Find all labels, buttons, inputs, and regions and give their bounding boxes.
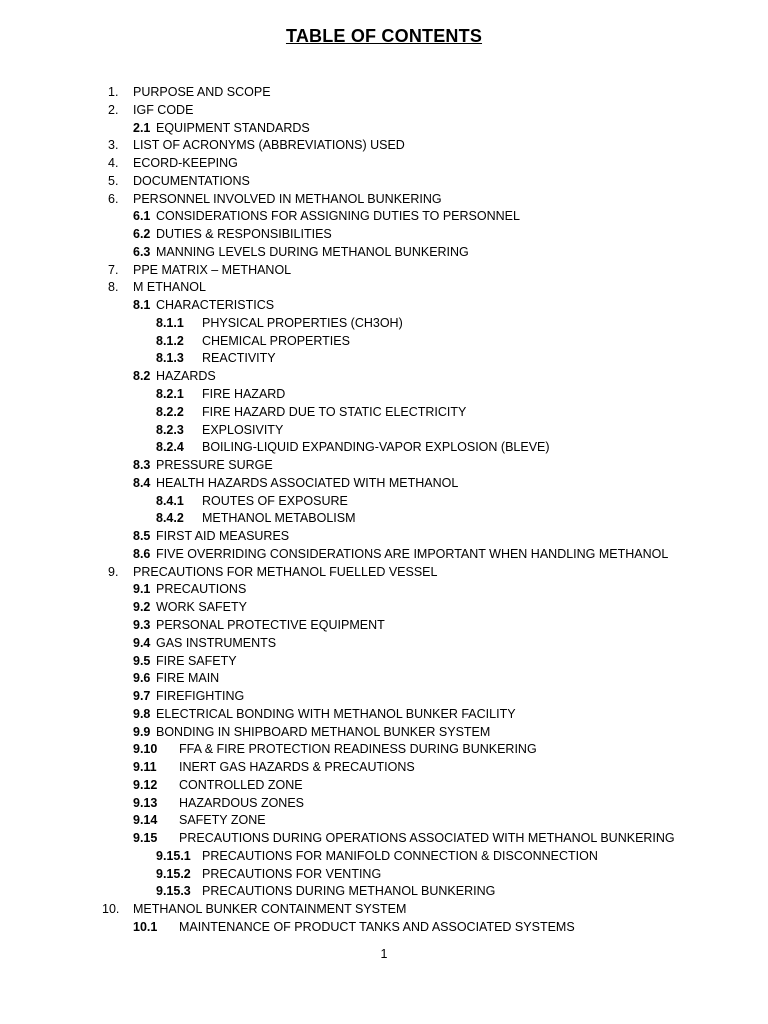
toc-entry[interactable] bbox=[0, 724, 768, 742]
toc-entry[interactable] bbox=[0, 777, 768, 795]
toc-entry[interactable] bbox=[0, 546, 768, 564]
toc-entry[interactable] bbox=[0, 244, 768, 262]
toc-entry-title: BOILING-LIQUID EXPANDING-VAPOR EXPLOSION (BLEVE) bbox=[202, 440, 550, 455]
toc-entry-title: PPE MATRIX – METHANOL bbox=[133, 262, 292, 277]
toc-entry-title: PHYSICAL PROPERTIES (CH3OH) bbox=[202, 315, 403, 330]
toc-entry[interactable] bbox=[0, 333, 768, 351]
toc-entry[interactable] bbox=[0, 439, 768, 457]
toc-entry[interactable] bbox=[0, 155, 768, 173]
toc-entry[interactable] bbox=[0, 191, 768, 209]
toc-entry[interactable] bbox=[0, 759, 768, 777]
toc-entry[interactable] bbox=[0, 404, 768, 422]
toc-entry-number: 9.7 bbox=[133, 689, 151, 704]
toc-entry[interactable] bbox=[0, 493, 768, 511]
toc-entry-number: 9.6 bbox=[133, 671, 151, 686]
toc-entry[interactable] bbox=[0, 866, 768, 884]
toc-entry-number: 8.2.2 bbox=[156, 404, 184, 419]
toc-entry-number: 8.4.2 bbox=[156, 511, 184, 526]
toc-entry-title: INERT GAS HAZARDS & PRECAUTIONS bbox=[179, 760, 415, 775]
toc-entry-title: PRECAUTIONS FOR METHANOL FUELLED VESSEL bbox=[133, 564, 438, 579]
toc-entry-number: 9.11 bbox=[133, 760, 157, 775]
toc-entry[interactable] bbox=[0, 510, 768, 528]
toc-entry[interactable] bbox=[0, 599, 768, 617]
toc-entry-title: BONDING IN SHIPBOARD METHANOL BUNKER SYSTEM bbox=[156, 724, 491, 739]
toc-entry-title: ECORD-KEEPING bbox=[133, 156, 238, 171]
toc-entry-title: DUTIES & RESPONSIBILITIES bbox=[156, 227, 332, 242]
toc-entry-title: PRECAUTIONS FOR VENTING bbox=[202, 866, 382, 881]
toc-entry-number: 9.5 bbox=[133, 653, 151, 668]
page-title: TABLE OF CONTENTS bbox=[285, 26, 483, 46]
toc-entry-title: PURPOSE AND SCOPE bbox=[133, 85, 271, 99]
toc-entry-number: 9.13 bbox=[133, 795, 158, 810]
toc-entry-title: FIRE HAZARD bbox=[202, 387, 286, 402]
toc-entry[interactable] bbox=[0, 315, 768, 333]
toc-entry[interactable] bbox=[0, 297, 768, 315]
toc-entry[interactable] bbox=[0, 102, 768, 120]
toc-entry-title: WORK SAFETY bbox=[156, 600, 247, 615]
toc-entry[interactable] bbox=[0, 830, 768, 848]
toc-entry-title: ROUTES OF EXPOSURE bbox=[202, 493, 348, 508]
toc-entry[interactable] bbox=[0, 262, 768, 280]
toc-entry-number: 9.9 bbox=[133, 724, 151, 739]
toc-entry-number: 6.1 bbox=[133, 209, 151, 224]
toc-entry-number: 4. bbox=[108, 156, 119, 171]
toc-entry-number: 8.2.3 bbox=[156, 422, 184, 437]
page-number: 1 bbox=[380, 947, 388, 961]
toc-entry[interactable] bbox=[0, 795, 768, 813]
toc-entry-number: 9.14 bbox=[133, 813, 158, 828]
toc-entry-number: 8.1.3 bbox=[156, 351, 184, 366]
toc-entry-title: GAS INSTRUMENTS bbox=[156, 635, 277, 650]
toc-entry-number: 8.1.1 bbox=[156, 315, 184, 330]
toc-entry-number: 8.2.1 bbox=[156, 387, 184, 402]
toc-entry[interactable] bbox=[0, 901, 768, 919]
table-of-contents bbox=[0, 84, 768, 937]
toc-entry-title: FIRE HAZARD DUE TO STATIC ELECTRICITY bbox=[202, 404, 467, 419]
toc-entry[interactable] bbox=[0, 564, 768, 582]
toc-entry-title: MANNING LEVELS DURING METHANOL BUNKERING bbox=[156, 244, 469, 259]
toc-entry[interactable] bbox=[0, 688, 768, 706]
toc-entry-title: LIST OF ACRONYMS (ABBREVIATIONS) USED bbox=[133, 138, 405, 153]
toc-entry-title: METHANOL METABOLISM bbox=[202, 511, 356, 526]
toc-entry[interactable] bbox=[0, 457, 768, 475]
toc-entry-title: METHANOL BUNKER CONTAINMENT SYSTEM bbox=[133, 902, 407, 917]
toc-entry-title: SAFETY ZONE bbox=[179, 813, 266, 828]
toc-entry-number: 6.3 bbox=[133, 244, 151, 259]
toc-entry-title: EXPLOSIVITY bbox=[202, 422, 284, 437]
toc-entry-number: 6.2 bbox=[133, 227, 151, 242]
toc-entry-number: 9.8 bbox=[133, 706, 151, 721]
toc-entry-title: DOCUMENTATIONS bbox=[133, 173, 250, 188]
toc-entry-number: 8.5 bbox=[133, 529, 151, 544]
toc-entry-number: 9.4 bbox=[133, 635, 151, 650]
toc-entry-number: 8.4 bbox=[133, 475, 151, 490]
toc-entry-number: 8.2 bbox=[133, 369, 151, 384]
toc-entry-number: 8.3 bbox=[133, 458, 151, 473]
toc-entry-number: 8.2.4 bbox=[156, 440, 184, 455]
toc-entry-number: 10. bbox=[102, 902, 120, 917]
toc-entry-number: 8. bbox=[108, 280, 119, 295]
toc-entry-title: HEALTH HAZARDS ASSOCIATED WITH METHANOL bbox=[156, 475, 459, 490]
toc-entry[interactable] bbox=[0, 475, 768, 493]
toc-entry-number: 9.3 bbox=[133, 617, 151, 632]
toc-entry-title: HAZARDS bbox=[156, 369, 216, 384]
toc-entry-title: HAZARDOUS ZONES bbox=[179, 795, 305, 810]
toc-entry-title: FFA & FIRE PROTECTION READINESS DURING BUNKERING bbox=[179, 742, 537, 757]
toc-entry-title: PRECAUTIONS FOR MANIFOLD CONNECTION & DISCONNECTION bbox=[202, 848, 598, 863]
toc-entry-title: CHARACTERISTICS bbox=[156, 298, 275, 313]
toc-entry-number: 9.12 bbox=[133, 777, 158, 792]
toc-entry-number: 5. bbox=[108, 173, 119, 188]
toc-entry[interactable] bbox=[0, 422, 768, 440]
toc-entry[interactable] bbox=[0, 84, 768, 102]
toc-entry[interactable] bbox=[0, 173, 768, 191]
toc-entry-title: FIRST AID MEASURES bbox=[156, 529, 290, 544]
toc-entry-title: CHEMICAL PROPERTIES bbox=[202, 333, 350, 348]
toc-entry[interactable] bbox=[0, 226, 768, 244]
toc-entry[interactable] bbox=[0, 670, 768, 688]
toc-entry-title: ELECTRICAL BONDING WITH METHANOL BUNKER FACILITY bbox=[156, 706, 516, 721]
toc-entry[interactable] bbox=[0, 350, 768, 368]
toc-entry-title: PRECAUTIONS bbox=[156, 582, 247, 597]
toc-entry[interactable] bbox=[0, 706, 768, 724]
toc-entry-title: EQUIPMENT STANDARDS bbox=[156, 120, 310, 135]
toc-entry-title: PRESSURE SURGE bbox=[156, 458, 273, 473]
toc-entry-title: IGF CODE bbox=[133, 102, 194, 117]
toc-entry-number: 9.15.1 bbox=[156, 848, 191, 863]
toc-entry[interactable] bbox=[0, 368, 768, 386]
toc-entry-number: 8.4.1 bbox=[156, 493, 184, 508]
toc-entry[interactable] bbox=[0, 617, 768, 635]
toc-entry-number: 8.1 bbox=[133, 298, 151, 313]
toc-entry[interactable] bbox=[0, 581, 768, 599]
toc-entry-title: M ETHANOL bbox=[133, 280, 206, 295]
toc-entry[interactable] bbox=[0, 653, 768, 671]
toc-entry[interactable] bbox=[0, 848, 768, 866]
toc-entry-title: PRECAUTIONS DURING OPERATIONS ASSOCIATED WITH METHANOL BUNKERING bbox=[179, 831, 675, 846]
toc-entry-title: FIRE MAIN bbox=[156, 671, 220, 686]
toc-entry-number: 10.1 bbox=[133, 919, 158, 934]
toc-entry[interactable] bbox=[0, 386, 768, 404]
toc-entry[interactable] bbox=[0, 137, 768, 155]
toc-entry[interactable] bbox=[0, 919, 768, 937]
toc-entry-title: PRECAUTIONS DURING METHANOL BUNKERING bbox=[202, 884, 496, 899]
toc-entry-number: 3. bbox=[108, 138, 119, 153]
toc-entry[interactable] bbox=[0, 635, 768, 653]
toc-entry[interactable] bbox=[0, 883, 768, 901]
toc-entry-title: FIVE OVERRIDING CONSIDERATIONS ARE IMPORTANT WHEN HANDLING METHANOL bbox=[156, 546, 669, 561]
toc-entry[interactable] bbox=[0, 208, 768, 226]
toc-entry-number: 9.10 bbox=[133, 742, 158, 757]
toc-entry-number: 9.15.2 bbox=[156, 866, 191, 881]
toc-entry[interactable] bbox=[0, 812, 768, 830]
toc-entry-number: 8.6 bbox=[133, 546, 151, 561]
toc-entry-number: 9. bbox=[108, 564, 119, 579]
toc-entry-title: MAINTENANCE OF PRODUCT TANKS AND ASSOCIATED SYSTEMS bbox=[179, 919, 575, 934]
toc-entry-number: 8.1.2 bbox=[156, 333, 184, 348]
toc-entry[interactable] bbox=[0, 279, 768, 297]
toc-entry-title: CONTROLLED ZONE bbox=[179, 777, 303, 792]
toc-entry-number: 1. bbox=[108, 85, 119, 99]
toc-entry-number: 2.1 bbox=[133, 120, 151, 135]
toc-entry-title: PERSONNEL INVOLVED IN METHANOL BUNKERING bbox=[133, 191, 442, 206]
toc-entry-number: 2. bbox=[108, 102, 119, 117]
toc-entry-number: 9.2 bbox=[133, 600, 151, 615]
toc-entry-title: PERSONAL PROTECTIVE EQUIPMENT bbox=[156, 617, 385, 632]
toc-entry-number: 9.15 bbox=[133, 831, 158, 846]
toc-entry[interactable] bbox=[0, 120, 768, 138]
toc-entry-number: 9.1 bbox=[133, 582, 151, 597]
toc-entry-title: FIRE SAFETY bbox=[156, 653, 237, 668]
toc-entry-number: 6. bbox=[108, 191, 119, 206]
toc-entry-number: 9.15.3 bbox=[156, 884, 191, 899]
toc-entry[interactable] bbox=[0, 741, 768, 759]
toc-entry-number: 7. bbox=[108, 262, 119, 277]
toc-entry-title: REACTIVITY bbox=[202, 351, 276, 366]
toc-entry-title: FIREFIGHTING bbox=[156, 689, 245, 704]
toc-entry[interactable] bbox=[0, 528, 768, 546]
toc-entry-title: CONSIDERATIONS FOR ASSIGNING DUTIES TO PERSONNEL bbox=[156, 209, 520, 224]
